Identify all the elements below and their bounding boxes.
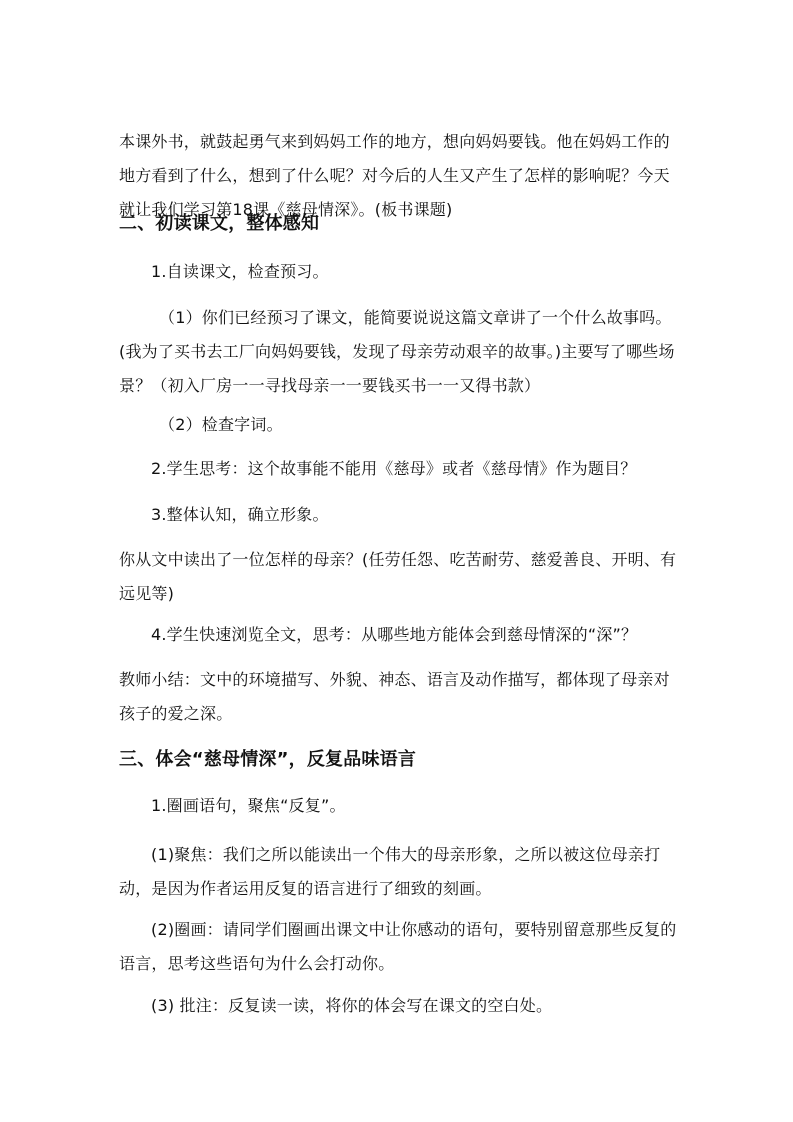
- section-heading-2: 二、初读课文，整体感知: [119, 213, 320, 234]
- step-4: 4.学生快速浏览全文，思考：从哪些地方能体会到慈母情深的“深”？: [151, 625, 638, 644]
- step-1-sub-2: （2）检查字词。: [159, 415, 283, 434]
- task-1-sub-1: (1)聚焦：我们之所以能读出一个伟大的母亲形象，之所以被这位母亲打动，是因为作者运用反复的语言进行了细致的刻画。: [119, 845, 661, 898]
- task-1: 1.圈画语句，聚焦“反复”。: [151, 796, 346, 815]
- step-3: 3.整体认知，确立形象。: [151, 505, 329, 524]
- teacher-summary: 教师小结：文中的环境描写、外貌、神态、语言及动作描写，都体现了母亲对孩子的爱之深。: [119, 670, 670, 723]
- step-1-sub-1: （1）你们已经预习了课文，能简要说说这篇文章讲了一个什么故事吗。(我为了买书去工厂向妈妈要钱，发现了母亲劳动艰辛的故事。)主要写了哪些场景？（初入厂房一一寻找母亲一一要钱买书一一又得书款）: [119, 308, 675, 395]
- task-1-sub-2: (2)圈画：请同学们圈画出课文中让你感动的语句，要特别留意那些反复的语言，思考这些语句为什么会打动你。: [119, 920, 677, 973]
- step-1: 1.自读课文，检查预习。: [151, 262, 329, 281]
- section-heading-3: 三、体会“慈母情深”，反复品味语言: [119, 749, 417, 770]
- intro-paragraph: 本课外书，就鼓起勇气来到妈妈工作的地方，想向妈妈要钱。他在妈妈工作的地方看到了什么，想到了什么呢？对今后的人生又产生了怎样的影响呢？今天就让我们学习第18课《慈母情深》。(板书课题): [119, 132, 670, 219]
- task-1-sub-3: (3) 批注：反复读一读，将你的体会写在课文的空白处。: [151, 996, 553, 1015]
- step-3-text: 你从文中读出了一位怎样的母亲？(任劳任怨、吃苦耐劳、慈爱善良、开明、有远见等): [119, 550, 677, 603]
- step-2: 2.学生思考：这个故事能不能用《慈母》或者《慈母情》作为题目？: [151, 459, 637, 478]
